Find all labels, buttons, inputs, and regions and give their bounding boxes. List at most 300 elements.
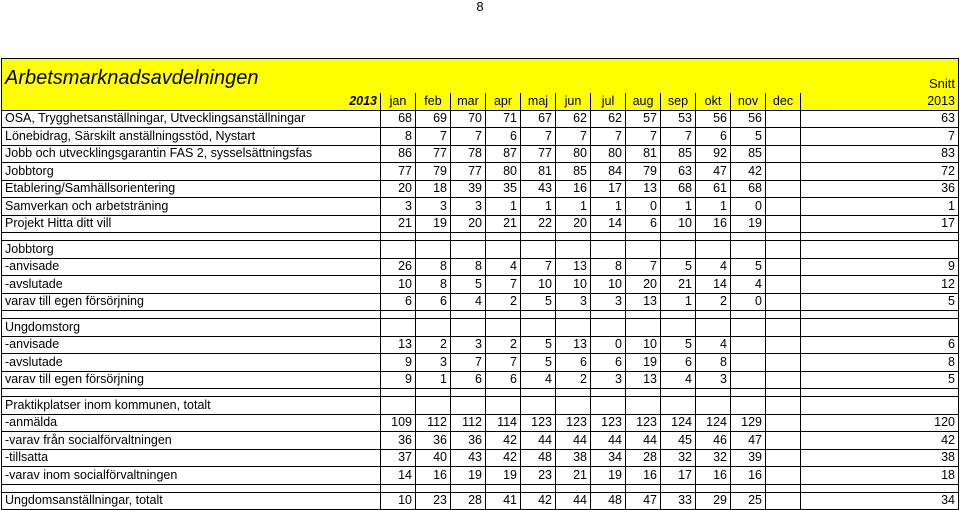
spacer-cell [731,233,766,241]
month-value-jul: 3 [591,293,626,311]
month-value-maj: 67 [521,110,556,128]
empty-cell [486,241,521,259]
row-label: OSA, Trygghetsanställningar, Utvecklingsanställningar [2,110,381,128]
row-label: -anmälda [2,414,381,432]
month-value-jul: 6 [591,354,626,372]
month-value-nov: 42 [731,163,766,181]
month-value-aug: 13 [626,371,661,389]
empty-cell [801,319,959,337]
month-value-aug: 10 [626,336,661,354]
snitt-label: Snitt [801,59,959,94]
spacer-cell [381,311,416,319]
month-value-apr: 42 [486,432,521,450]
month-value-maj: 7 [521,128,556,146]
month-value-mar: 43 [451,449,486,467]
table-row [2,180,959,198]
empty-cell [381,397,416,415]
month-value-feb: 36 [416,432,451,450]
month-value-feb: 1 [416,371,451,389]
month-value-aug: 47 [626,492,661,510]
average-value: 34 [801,492,959,510]
row-label: Samverkan och arbetsträning [2,198,381,216]
month-value-jul: 7 [591,128,626,146]
spacer-cell [731,389,766,397]
month-value-jul: 8 [591,258,626,276]
month-value-jan: 10 [381,276,416,294]
empty-cell [556,319,591,337]
average-value: 7 [801,128,959,146]
month-value-maj: 43 [521,180,556,198]
month-value-jan: 68 [381,110,416,128]
month-value-dec [766,180,801,198]
month-value-dec [766,128,801,146]
spacer-row [2,311,959,319]
month-value-sep: 68 [661,180,696,198]
month-value-maj: 48 [521,449,556,467]
empty-cell [591,241,626,259]
month-value-feb: 8 [416,276,451,294]
average-value: 36 [801,180,959,198]
empty-cell [801,241,959,259]
month-value-okt: 4 [696,258,731,276]
month-value-nov [731,336,766,354]
spacer-cell [486,233,521,241]
page-title: Arbetsmarknadsavdelningen [2,59,801,94]
spacer-cell [2,484,381,492]
month-value-jan: 109 [381,414,416,432]
month-value-feb: 16 [416,467,451,485]
spacer-cell [661,389,696,397]
spacer-cell [416,233,451,241]
month-value-mar: 5 [451,276,486,294]
month-value-feb: 69 [416,110,451,128]
month-value-apr: 35 [486,180,521,198]
month-value-aug: 81 [626,145,661,163]
spacer-cell [626,389,661,397]
month-value-nov: 68 [731,180,766,198]
month-value-mar: 7 [451,354,486,372]
month-value-jan: 13 [381,336,416,354]
spacer-cell [2,389,381,397]
month-value-dec [766,354,801,372]
spacer-cell [696,389,731,397]
empty-cell [661,241,696,259]
month-value-jul: 17 [591,180,626,198]
section-row [2,319,959,337]
average-value: 6 [801,336,959,354]
spacer-cell [416,484,451,492]
month-value-feb: 6 [416,293,451,311]
month-value-nov: 5 [731,258,766,276]
month-value-dec [766,336,801,354]
spacer-cell [801,233,959,241]
month-value-apr: 41 [486,492,521,510]
month-value-aug: 7 [626,258,661,276]
table-row [2,371,959,389]
month-value-feb: 8 [416,258,451,276]
spacer-cell [766,311,801,319]
spacer-cell [556,389,591,397]
row-label: Etablering/Samhällsorientering [2,180,381,198]
empty-cell [381,241,416,259]
month-value-dec [766,449,801,467]
month-value-sep: 5 [661,258,696,276]
month-value-dec [766,467,801,485]
spacer-cell [416,389,451,397]
month-value-jan: 86 [381,145,416,163]
month-value-mar: 3 [451,198,486,216]
month-value-feb: 112 [416,414,451,432]
month-value-mar: 28 [451,492,486,510]
header-month-jun: jun [556,93,591,110]
empty-cell [661,319,696,337]
month-value-jun: 44 [556,492,591,510]
month-value-jul: 84 [591,163,626,181]
month-value-jun: 21 [556,467,591,485]
average-value: 83 [801,145,959,163]
month-value-maj: 123 [521,414,556,432]
month-value-okt: 4 [696,336,731,354]
month-value-okt: 16 [696,215,731,233]
month-value-nov: 56 [731,110,766,128]
month-value-aug: 0 [626,198,661,216]
spacer-cell [591,233,626,241]
month-value-jun: 123 [556,414,591,432]
empty-cell [416,397,451,415]
spacer-cell [626,233,661,241]
month-value-jul: 1 [591,198,626,216]
month-value-maj: 81 [521,163,556,181]
empty-cell [451,319,486,337]
empty-cell [626,397,661,415]
row-label: -tillsatta [2,449,381,467]
month-value-apr: 2 [486,293,521,311]
empty-cell [591,319,626,337]
month-value-jun: 16 [556,180,591,198]
month-value-maj: 77 [521,145,556,163]
month-value-jul: 0 [591,336,626,354]
header-average-year: 2013 [801,93,959,110]
spacer-cell [451,233,486,241]
month-value-jan: 37 [381,449,416,467]
month-value-mar: 112 [451,414,486,432]
month-value-aug: 79 [626,163,661,181]
month-value-maj: 22 [521,215,556,233]
table-row [2,198,959,216]
month-value-sep: 7 [661,128,696,146]
empty-cell [801,397,959,415]
table-row [2,145,959,163]
spacer-cell [381,484,416,492]
month-value-apr: 19 [486,467,521,485]
month-value-sep: 4 [661,371,696,389]
month-value-okt: 14 [696,276,731,294]
month-value-jul: 10 [591,276,626,294]
month-value-sep: 10 [661,215,696,233]
empty-cell [556,241,591,259]
month-value-dec [766,492,801,510]
table-row [2,336,959,354]
spacer-row [2,233,959,241]
row-label: Lönebidrag, Särskilt anställningsstöd, Nystart [2,128,381,146]
month-value-jan: 3 [381,198,416,216]
spacer-cell [626,311,661,319]
month-value-feb: 19 [416,215,451,233]
month-value-sep: 124 [661,414,696,432]
row-label: Ungdomsanställningar, totalt [2,492,381,510]
row-label: Projekt Hitta ditt vill [2,215,381,233]
month-value-jun: 20 [556,215,591,233]
month-value-feb: 3 [416,198,451,216]
spacer-cell [521,389,556,397]
table-row [2,293,959,311]
spacer-cell [696,233,731,241]
spacer-cell [2,311,381,319]
empty-cell [731,241,766,259]
month-value-jun: 80 [556,145,591,163]
month-value-jul: 34 [591,449,626,467]
month-value-sep: 85 [661,145,696,163]
month-value-okt: 16 [696,467,731,485]
month-value-aug: 7 [626,128,661,146]
table-row [2,432,959,450]
row-label: -avslutade [2,276,381,294]
spacer-row [2,484,959,492]
month-value-dec [766,145,801,163]
spacer-cell [801,484,959,492]
month-value-sep: 63 [661,163,696,181]
month-value-dec [766,163,801,181]
header-month-feb: feb [416,93,451,110]
header-month-okt: okt [696,93,731,110]
month-value-jan: 20 [381,180,416,198]
month-value-dec [766,110,801,128]
header-row [2,93,959,110]
month-value-aug: 13 [626,293,661,311]
month-value-feb: 77 [416,145,451,163]
month-value-okt: 61 [696,180,731,198]
month-value-nov: 0 [731,293,766,311]
month-value-jan: 10 [381,492,416,510]
empty-cell [521,241,556,259]
spacer-cell [591,389,626,397]
month-value-jun: 1 [556,198,591,216]
header-month-jul: jul [591,93,626,110]
month-value-maj: 42 [521,492,556,510]
spacer-cell [451,484,486,492]
empty-cell [416,241,451,259]
section-row [2,397,959,415]
page-number: 8 [476,0,484,14]
month-value-sep: 1 [661,293,696,311]
month-value-nov: 5 [731,128,766,146]
month-value-nov: 19 [731,215,766,233]
month-value-nov [731,371,766,389]
month-value-mar: 19 [451,467,486,485]
spacer-cell [486,389,521,397]
section-label: Ungdomstorg [2,319,381,337]
row-label: -varav inom socialförvaltningen [2,467,381,485]
month-value-jul: 44 [591,432,626,450]
month-value-apr: 7 [486,276,521,294]
month-value-jun: 85 [556,163,591,181]
empty-cell [731,397,766,415]
month-value-sep: 17 [661,467,696,485]
row-label: -varav från socialförvaltningen [2,432,381,450]
month-value-sep: 32 [661,449,696,467]
month-value-nov: 39 [731,449,766,467]
month-value-sep: 45 [661,432,696,450]
spacer-cell [416,311,451,319]
average-value: 18 [801,467,959,485]
empty-cell [696,397,731,415]
empty-cell [451,241,486,259]
empty-cell [416,319,451,337]
month-value-okt: 8 [696,354,731,372]
month-value-aug: 6 [626,215,661,233]
table-row [2,414,959,432]
month-value-okt: 3 [696,371,731,389]
empty-cell [486,397,521,415]
month-value-dec [766,276,801,294]
month-value-jun: 7 [556,128,591,146]
month-value-okt: 1 [696,198,731,216]
average-value: 72 [801,163,959,181]
spacer-cell [766,233,801,241]
month-value-jan: 6 [381,293,416,311]
month-value-apr: 21 [486,215,521,233]
title-row [2,59,959,94]
average-value: 9 [801,258,959,276]
empty-cell [556,397,591,415]
header-month-nov: nov [731,93,766,110]
month-value-maj: 44 [521,432,556,450]
table-row [2,354,959,372]
empty-cell [521,397,556,415]
month-value-okt: 92 [696,145,731,163]
spacer-cell [2,233,381,241]
empty-cell [381,319,416,337]
month-value-nov: 129 [731,414,766,432]
month-value-aug: 28 [626,449,661,467]
month-value-maj: 4 [521,371,556,389]
month-value-jul: 48 [591,492,626,510]
month-value-aug: 16 [626,467,661,485]
empty-cell [766,397,801,415]
month-value-mar: 78 [451,145,486,163]
table-row [2,110,959,128]
month-value-aug: 44 [626,432,661,450]
month-value-okt: 56 [696,110,731,128]
average-value: 120 [801,414,959,432]
month-value-mar: 6 [451,371,486,389]
month-value-jul: 14 [591,215,626,233]
spacer-cell [556,311,591,319]
average-value: 5 [801,293,959,311]
spacer-cell [766,389,801,397]
month-value-maj: 5 [521,336,556,354]
month-value-okt: 47 [696,163,731,181]
month-value-maj: 7 [521,258,556,276]
row-label: Jobbtorg [2,163,381,181]
month-value-sep: 53 [661,110,696,128]
month-value-apr: 2 [486,336,521,354]
header-month-maj: maj [521,93,556,110]
spacer-cell [591,484,626,492]
month-value-jul: 62 [591,110,626,128]
month-value-jan: 36 [381,432,416,450]
month-value-jan: 77 [381,163,416,181]
row-label: -anvisade [2,336,381,354]
month-value-mar: 4 [451,293,486,311]
table-row [2,163,959,181]
empty-cell [766,319,801,337]
header-month-apr: apr [486,93,521,110]
empty-cell [766,241,801,259]
month-value-dec [766,215,801,233]
header-month-sep: sep [661,93,696,110]
month-value-dec [766,293,801,311]
spacer-cell [451,389,486,397]
month-value-okt: 2 [696,293,731,311]
month-value-okt: 32 [696,449,731,467]
spacer-cell [591,311,626,319]
spacer-cell [731,484,766,492]
empty-cell [486,319,521,337]
month-value-feb: 2 [416,336,451,354]
month-value-apr: 7 [486,354,521,372]
spacer-cell [696,311,731,319]
section-label: Praktikplatser inom kommunen, totalt [2,397,381,415]
average-value: 8 [801,354,959,372]
month-value-jun: 13 [556,258,591,276]
spacer-cell [521,311,556,319]
month-value-aug: 19 [626,354,661,372]
month-value-jan: 14 [381,467,416,485]
spacer-cell [556,484,591,492]
month-value-aug: 20 [626,276,661,294]
table-row [2,128,959,146]
spacer-cell [766,484,801,492]
spacer-cell [696,484,731,492]
month-value-aug: 123 [626,414,661,432]
section-row [2,241,959,259]
month-value-sep: 21 [661,276,696,294]
table-row [2,467,959,485]
month-value-maj: 23 [521,467,556,485]
row-label: Jobb och utvecklingsgarantin FAS 2, sysselsättningsfas [2,145,381,163]
average-value: 5 [801,371,959,389]
spacer-cell [801,311,959,319]
row-label: -avslutade [2,354,381,372]
month-value-feb: 7 [416,128,451,146]
month-value-apr: 80 [486,163,521,181]
month-value-apr: 42 [486,449,521,467]
month-value-jul: 19 [591,467,626,485]
spacer-cell [661,233,696,241]
month-value-mar: 20 [451,215,486,233]
month-value-nov: 16 [731,467,766,485]
month-value-mar: 8 [451,258,486,276]
month-value-okt: 29 [696,492,731,510]
spacer-cell [801,389,959,397]
month-value-apr: 6 [486,371,521,389]
average-value: 42 [801,432,959,450]
average-value: 12 [801,276,959,294]
month-value-okt: 124 [696,414,731,432]
month-value-feb: 18 [416,180,451,198]
month-value-sep: 5 [661,336,696,354]
